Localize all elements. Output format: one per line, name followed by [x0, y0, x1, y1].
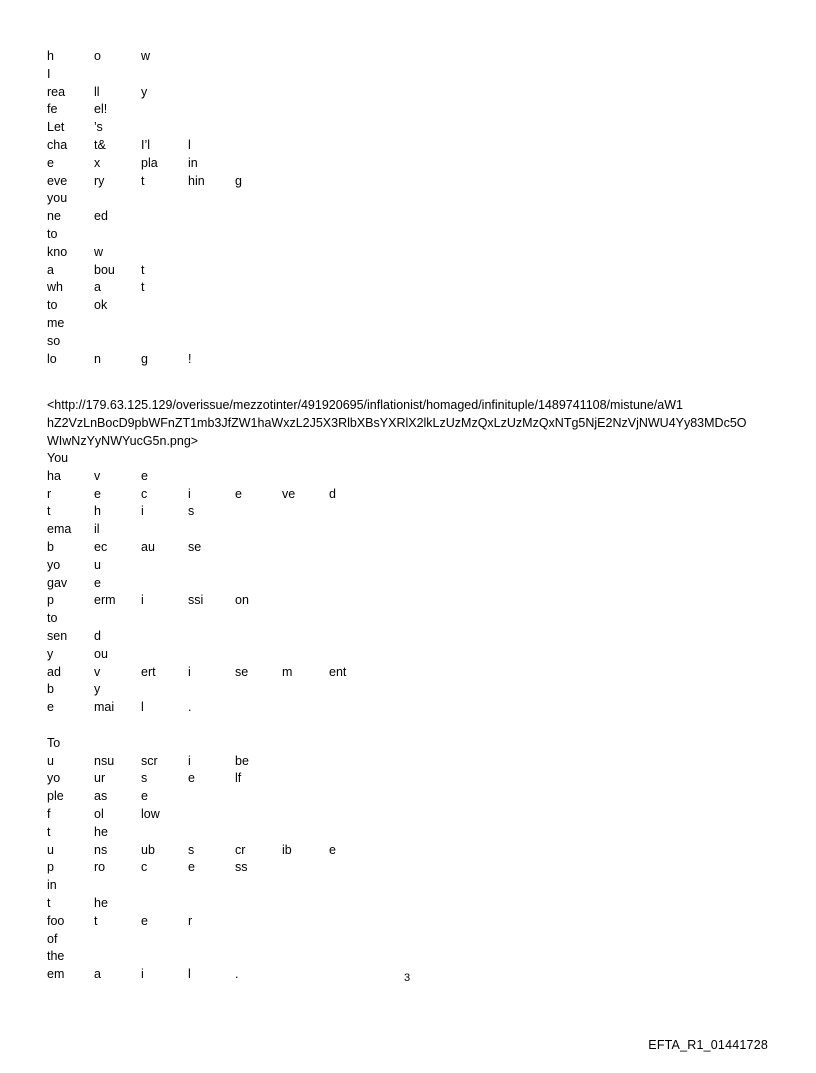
image-link-line[interactable]: <http://179.63.125.129/overissue/mezzotinter/491920695/inflationist/homaged/infinituple/1489741108/mistune/aW1 [47, 398, 683, 412]
text-fragment: t [47, 504, 51, 519]
text-fragment: e [94, 486, 101, 501]
text-fragment: a [47, 262, 54, 277]
text-fragment: to [47, 611, 58, 626]
text-fragment: w [94, 244, 104, 259]
text-fragment: ssi [188, 593, 204, 608]
text-fragment: h [47, 49, 54, 63]
text-fragment: in [188, 155, 198, 170]
text-fragment: i [141, 967, 144, 982]
text-fragment: ll [94, 84, 100, 99]
text-fragment: yo [47, 771, 61, 786]
text-fragment: t [94, 913, 98, 928]
text-fragment: ha [47, 468, 61, 483]
text-fragment: be [235, 753, 249, 768]
text-fragment: ema [47, 522, 72, 537]
image-link[interactable] [47, 396, 787, 450]
text-fragment: bou [94, 262, 115, 277]
image-link-line[interactable]: hZ2VzLnBocD9pbWFnZT1mb3JfZW1haWxzL2J5X3RlbXBsYXRlX2lkLzUzMzQxLzUzMzQxNTg5NjE2NzVjNWU4Yy83MDc5O [47, 416, 747, 430]
text-fragment: c [141, 486, 148, 501]
text-fragment: to [47, 226, 58, 241]
text-fragment: mai [94, 700, 115, 715]
text-fragment: Let [47, 120, 65, 135]
text-fragment: ve [282, 486, 296, 501]
text-fragment: ur [94, 771, 106, 786]
text-fragment: d [94, 628, 101, 643]
text-fragment: l [188, 137, 191, 152]
text-fragment: l [188, 967, 191, 982]
text-fragment: f [47, 806, 51, 821]
text-fragment: p [47, 593, 54, 608]
text-fragment: to [47, 298, 58, 313]
text-fragment: em [47, 967, 65, 982]
text-fragment: ol [94, 806, 104, 821]
text-fragment: a [94, 280, 101, 295]
text-fragment: u [47, 753, 54, 768]
text-fragment: you [47, 191, 68, 206]
text-fragment: u [94, 557, 101, 572]
text-fragment: l [141, 700, 144, 715]
text-fragment: rea [47, 84, 66, 99]
text-fragment: foo [47, 913, 65, 928]
text-fragment: el! [94, 102, 108, 117]
text-fragment: ed [94, 209, 108, 224]
text-fragment: v [94, 664, 101, 679]
text-fragment: . [188, 700, 192, 715]
text-fragment: w [141, 49, 151, 63]
text-fragment: h [94, 504, 101, 519]
text-fragment: t [141, 262, 145, 277]
text-fragment: e [47, 700, 54, 715]
text-fragment: wh [47, 280, 63, 295]
text-fragment: p [47, 860, 54, 875]
text-fragment: on [235, 593, 249, 608]
text-fragment: kno [47, 244, 68, 259]
text-fragment: u [47, 842, 54, 857]
text-fragment: ne [47, 209, 61, 224]
text-fragment: i [141, 593, 144, 608]
text-fragment: . [235, 967, 239, 982]
text-fragment: e [141, 913, 148, 928]
text-fragment: v [94, 468, 101, 483]
text-fragment: s [188, 504, 195, 519]
text-fragment: b [47, 682, 54, 697]
text-fragment: s [188, 842, 195, 857]
text-fragment: low [141, 806, 160, 821]
text-fragment: a [94, 967, 101, 982]
text-fragment: t [47, 824, 51, 839]
text-fragment: ent [329, 664, 347, 679]
text-fragment: r [188, 913, 193, 928]
text-fragment: ro [94, 860, 106, 875]
text-fragment: ry [94, 173, 105, 188]
text-fragment: s [141, 771, 148, 786]
text-fragment: i [188, 753, 191, 768]
text-fragment: y [47, 646, 54, 661]
text-fragment: the [47, 949, 65, 964]
text-fragment: n [94, 351, 101, 366]
text-fragment: lf [235, 771, 242, 786]
text-fragment: y [94, 682, 101, 697]
text-fragment: as [94, 789, 108, 804]
text-fragment: g [141, 351, 148, 366]
text-fragment: e [94, 575, 101, 590]
text-fragment: me [47, 315, 65, 330]
text-fragment: so [47, 333, 61, 348]
text-fragment: b [47, 539, 54, 554]
text-fragment: d [329, 486, 336, 501]
text-fragment: ! [188, 351, 192, 366]
text-fragment: se [188, 539, 202, 554]
text-fragment: c [141, 860, 148, 875]
text-fragment: i [141, 504, 144, 519]
text-fragment: scr [141, 753, 158, 768]
text-fragment: nsu [94, 753, 115, 768]
text-fragment: lo [47, 351, 57, 366]
text-fragment: ss [235, 860, 248, 875]
text-fragment: e [188, 860, 195, 875]
text-fragment: pla [141, 155, 158, 170]
text-fragment: fe [47, 102, 58, 117]
text-fragment: e [188, 771, 195, 786]
text-fragment: You [47, 451, 69, 465]
text-fragment: I [47, 66, 51, 81]
page-number: 3 [404, 972, 411, 984]
text-fragment: e [329, 842, 336, 857]
text-fragment: i [188, 664, 191, 679]
text-fragment: eve [47, 173, 68, 188]
text-fragment: ad [47, 664, 61, 679]
text-fragment: he [94, 895, 108, 910]
text-fragment: t [141, 173, 145, 188]
text-fragment: of [47, 931, 58, 946]
text-fragment: e [235, 486, 242, 501]
image-link-line[interactable]: WIwNzYyNWYucG5n.png> [47, 434, 199, 448]
text-fragment: ok [94, 298, 108, 313]
text-fragment: To [47, 735, 61, 750]
text-fragment: t [47, 895, 51, 910]
text-fragment: cr [235, 842, 246, 857]
text-fragment: e [47, 155, 54, 170]
text-fragment: i [188, 486, 191, 501]
text-fragment: il [94, 522, 100, 537]
text-fragment: I’l [141, 137, 151, 152]
text-fragment: gav [47, 575, 68, 590]
text-fragment: ns [94, 842, 108, 857]
text-fragment: ple [47, 789, 64, 804]
text-fragment: hin [188, 173, 205, 188]
text-fragment: t& [94, 137, 106, 152]
text-fragment: e [141, 468, 148, 483]
text-fragment: ib [282, 842, 292, 857]
text-fragment: x [94, 155, 101, 170]
text-fragment: ou [94, 646, 108, 661]
bates-stamp: EFTA_R1_01441728 [648, 1038, 768, 1052]
text-fragment: cha [47, 137, 68, 152]
text-fragment: o [94, 49, 101, 63]
text-fragment: g [235, 173, 242, 188]
text-fragment: r [47, 486, 52, 501]
text-fragment: ub [141, 842, 155, 857]
text-fragment: e [141, 789, 148, 804]
text-fragment: m [282, 664, 293, 679]
text-fragment: y [141, 84, 148, 99]
text-fragment: ec [94, 539, 108, 554]
text-fragment: erm [94, 593, 116, 608]
text-fragment: t [141, 280, 145, 295]
text-fragment: ert [141, 664, 156, 679]
text-fragment: in [47, 878, 57, 893]
text-fragment: sen [47, 628, 68, 643]
text-fragment: ’s [94, 120, 103, 135]
text-fragment: se [235, 664, 249, 679]
text-fragment: au [141, 539, 155, 554]
text-fragment: he [94, 824, 108, 839]
text-fragment: yo [47, 557, 61, 572]
